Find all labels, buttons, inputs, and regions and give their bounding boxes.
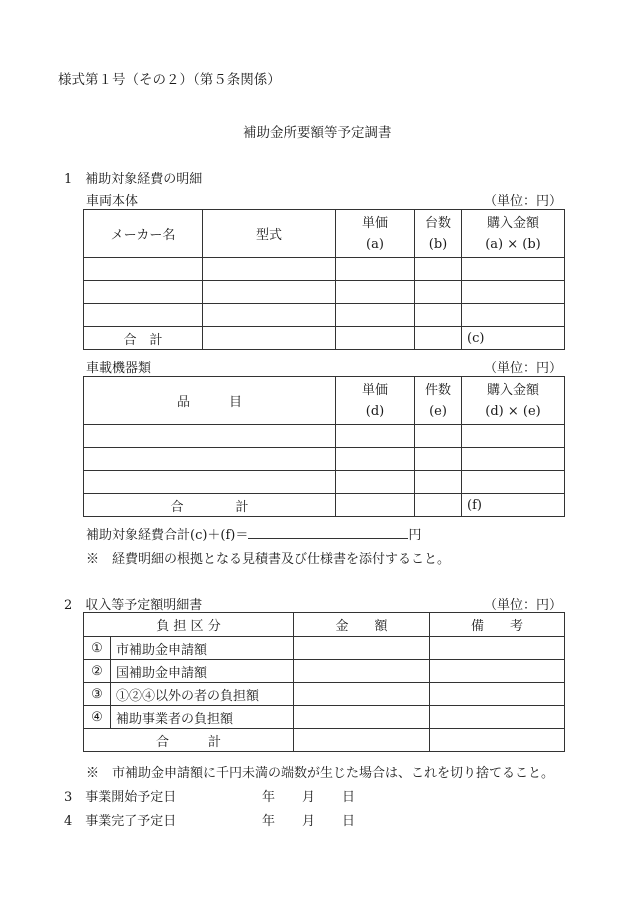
equipment-unit: （単位：円） [484, 361, 563, 376]
header-quantity: 台数 (b) [415, 210, 462, 258]
end-date-month[interactable]: 月 [302, 814, 316, 829]
header-unit-price: 単価 (a) [336, 210, 415, 258]
table-row [84, 448, 565, 471]
table-row [84, 304, 565, 327]
total-row [84, 327, 565, 350]
header-maker: メーカー名 [84, 210, 203, 258]
header-amount: 購入金額 (d) × (e) [462, 377, 565, 425]
expense-sum-field[interactable] [248, 524, 408, 539]
header-unit-price: 単価 (d) [336, 377, 415, 425]
section2-note: ※ 市補助金申請額に千円未満の端数が生じた場合は、これを切り捨てること。 [86, 766, 555, 781]
table-row [84, 660, 565, 683]
end-date-day[interactable]: 日 [342, 814, 356, 829]
vehicle-table [83, 209, 565, 350]
table-row [84, 258, 565, 281]
table-row [84, 425, 565, 448]
vehicle-caption: 車両本体 [86, 194, 139, 209]
equipment-table [83, 376, 565, 517]
row-label: 補助事業者の負担額 [111, 706, 294, 729]
header-count: 件数 (e) [415, 377, 462, 425]
total-row [84, 494, 565, 517]
document-title: 補助金所要額等予定調書 [243, 125, 392, 141]
table-row [84, 706, 565, 729]
row-label: 国補助金申請額 [111, 660, 294, 683]
vehicle-unit: （単位：円） [484, 194, 563, 209]
total-code[interactable]: (f) [462, 494, 565, 517]
expense-sum-line [86, 524, 421, 543]
section1-note: ※ 経費明細の根拠となる見積書及び仕様書を添付すること。 [86, 552, 451, 567]
header-item: 品 目 [84, 377, 336, 425]
header-amount: 金 額 [294, 613, 430, 637]
expense-sum-label: 補助対象経費合計(c)＋(f)＝ [86, 528, 249, 543]
row-label: ①②④以外の者の負担額 [111, 683, 294, 706]
section2-unit: （単位：円） [484, 598, 563, 613]
total-label: 合 計 [84, 729, 294, 752]
end-date-year[interactable]: 年 [262, 814, 276, 829]
expense-sum-unit: 円 [408, 528, 422, 543]
start-date-label: 3 事業開始予定日 [64, 790, 177, 805]
table-row [84, 637, 565, 660]
end-date-label: 4 事業完了予定日 [64, 814, 177, 829]
row-number: ② [84, 660, 111, 683]
total-label: 合 計 [84, 327, 203, 350]
header-category: 負 担 区 分 [84, 613, 294, 637]
row-number: ① [84, 637, 111, 660]
start-date-month[interactable]: 月 [302, 790, 316, 805]
equipment-caption: 車載機器類 [86, 361, 152, 376]
header-model: 型式 [203, 210, 336, 258]
total-label: 合 計 [84, 494, 336, 517]
form-number: 様式第１号（その２）（第５条関係） [58, 72, 281, 88]
section2-heading: 2 収入等予定額明細書 [64, 598, 203, 613]
table-row [84, 471, 565, 494]
table-row [84, 281, 565, 304]
row-number: ③ [84, 683, 111, 706]
table-row [84, 683, 565, 706]
row-label: 市補助金申請額 [111, 637, 294, 660]
row-number: ④ [84, 706, 111, 729]
total-code[interactable]: (c) [462, 327, 565, 350]
start-date-year[interactable]: 年 [262, 790, 276, 805]
income-table [83, 612, 565, 752]
header-amount: 購入金額 (a) × (b) [462, 210, 565, 258]
total-row [84, 729, 565, 752]
start-date-day[interactable]: 日 [342, 790, 356, 805]
section1-heading: 1 補助対象経費の明細 [64, 172, 203, 187]
header-remarks: 備 考 [430, 613, 565, 637]
